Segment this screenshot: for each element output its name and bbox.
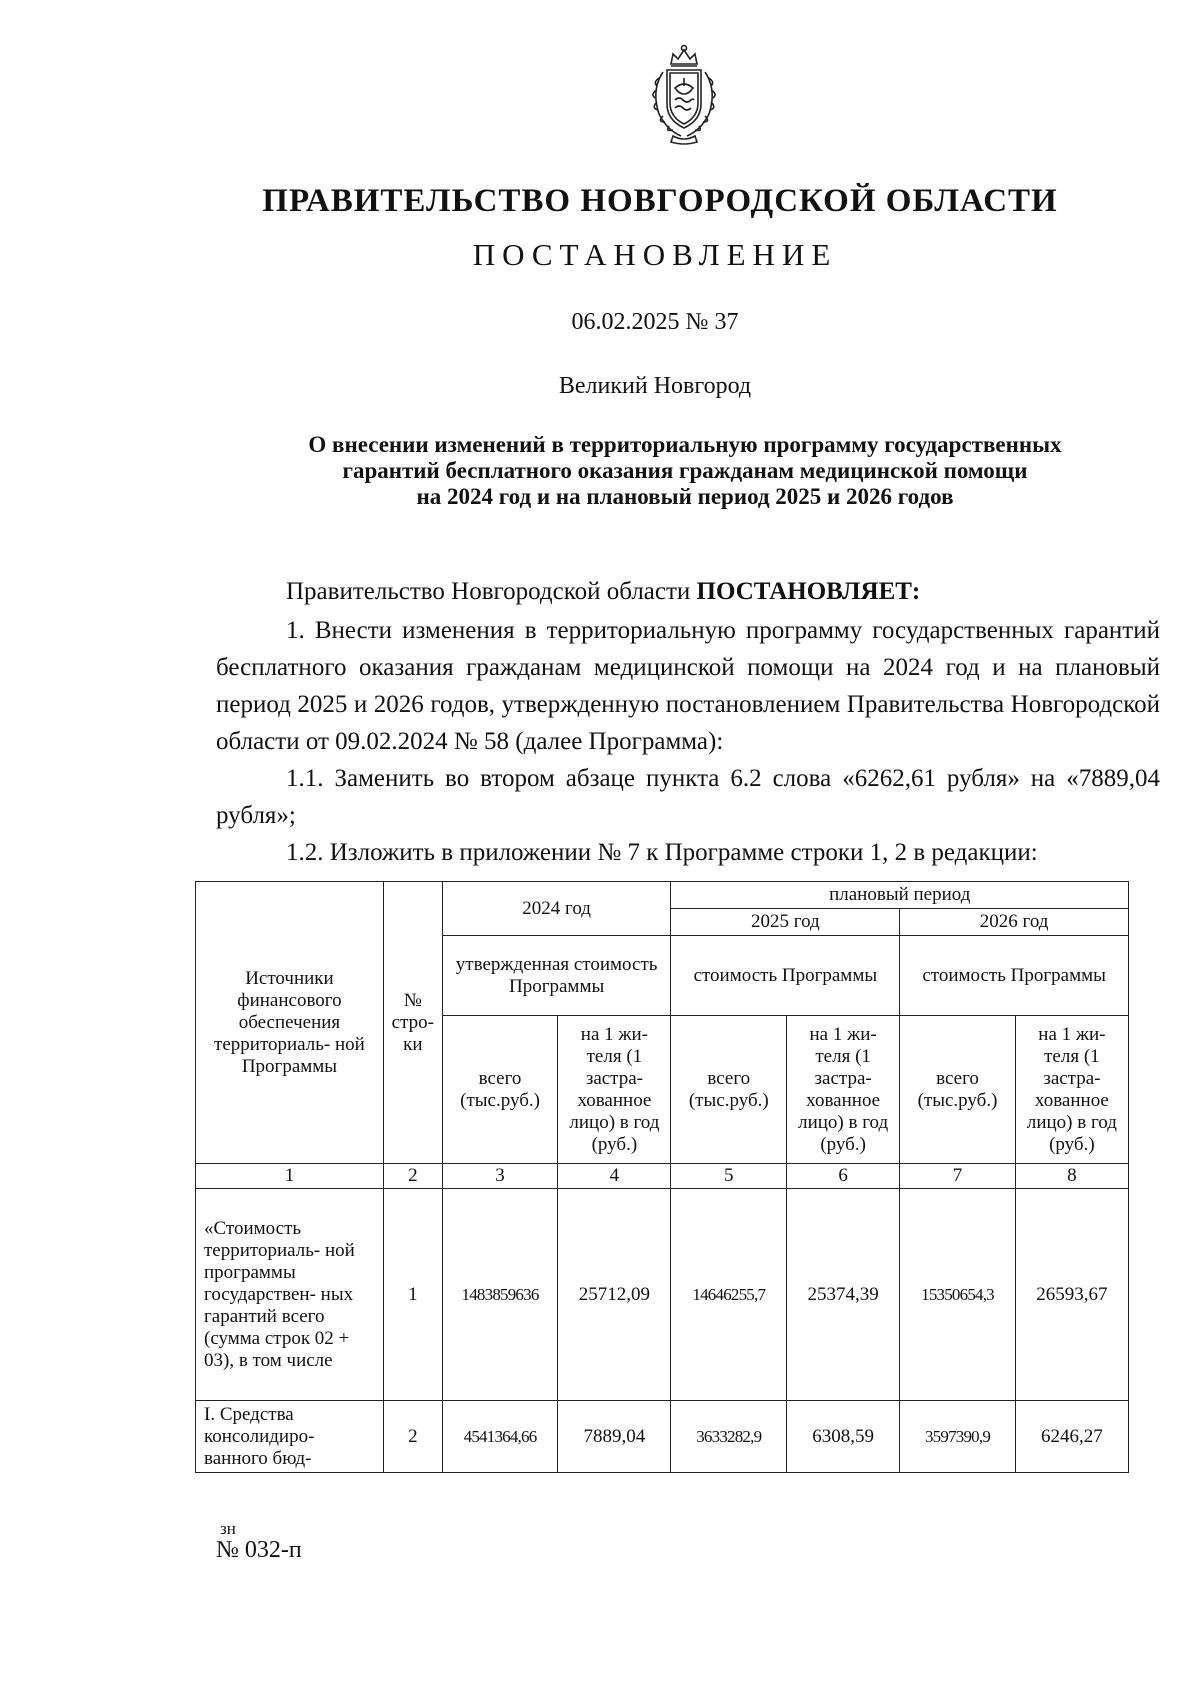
- row-2026-per-capita: 6246,27: [1015, 1401, 1128, 1473]
- column-number: 7: [900, 1164, 1016, 1189]
- subject-line-2: гарантий бесплатного оказания гражданам медицинской помощи: [342, 458, 1028, 483]
- header-total-2025: всего (тыс.руб.): [671, 1016, 787, 1164]
- row-number: 2: [383, 1401, 442, 1473]
- row-2024-per-capita: 25712,09: [558, 1189, 671, 1401]
- coat-of-arms-emblem: [637, 42, 731, 146]
- paragraph-item-1-2: 1.2. Изложить в приложении № 7 к Программе строки 1, 2 в редакции:: [286, 839, 1038, 866]
- subject-line-1: О внесении изменений в территориальную программу государственных: [308, 432, 1062, 457]
- column-numbers-row: [196, 1164, 1129, 1189]
- document-footnote: [216, 1521, 302, 1564]
- decree-lead: [286, 573, 1160, 610]
- footnote-code: зн: [220, 1519, 236, 1538]
- government-title: ПРАВИТЕЛЬСТВО НОВГОРОДСКОЙ ОБЛАСТИ: [262, 183, 1058, 219]
- row-2025-per-capita: 6308,59: [787, 1401, 900, 1473]
- header-year-2026: 2026 год: [900, 909, 1129, 936]
- row-2026-total: 3597390,9: [900, 1401, 1016, 1473]
- decree-lead-bold: ПОСТАНОВЛЯЕТ:: [696, 578, 921, 605]
- row-number: 1: [383, 1189, 442, 1401]
- paragraph-item-1-1: 1.1. Заменить во втором абзаце пункта 6.2 слова «6262,61 рубля» на «7889,04 рубля»;: [216, 765, 1160, 829]
- column-number: 5: [671, 1164, 787, 1189]
- decree-lead-text: Правительство Новгородской области: [286, 578, 697, 605]
- column-number: 6: [787, 1164, 900, 1189]
- document-city: Великий Новгород: [558, 373, 752, 399]
- row-source: «Стоимость территориаль- ной программы государствен- ных гарантий всего (сумма строк 02 + 03), в том числе: [196, 1189, 384, 1401]
- header-approved-cost: утвержденная стоимость Программы: [442, 936, 671, 1016]
- document-code: № 032-п: [216, 1537, 302, 1563]
- row-2025-total: 3633282,9: [671, 1401, 787, 1473]
- column-number: 8: [1015, 1164, 1128, 1189]
- document-date-number: 06.02.2025 № 37: [571, 309, 739, 335]
- row-2025-total: 14646255,7: [671, 1189, 787, 1401]
- row-2024-total: 1483859636: [442, 1189, 558, 1401]
- document-type: ПОСТАНОВЛЕНИЕ: [472, 237, 838, 272]
- row-2026-total: 15350654,3: [900, 1189, 1016, 1401]
- header-planned-period: плановый период: [671, 882, 1129, 909]
- header-per-capita-2026: на 1 жи- теля (1 застра- хованное лицо) в год (руб.): [1015, 1016, 1128, 1164]
- row-2024-total: 4541364,66: [442, 1401, 558, 1473]
- document-body: [216, 573, 1160, 871]
- subject-line-3: на 2024 год и на плановый период 2025 и 2026 годов: [416, 484, 954, 509]
- column-number: 3: [442, 1164, 558, 1189]
- table-row: [196, 1401, 1129, 1473]
- header-per-capita-2024: на 1 жи- теля (1 застра- хованное лицо) в год (руб.): [558, 1016, 671, 1164]
- row-2025-per-capita: 25374,39: [787, 1189, 900, 1401]
- table-row: [196, 1189, 1129, 1401]
- header-cost-2025: стоимость Программы: [671, 936, 900, 1016]
- row-2024-per-capita: 7889,04: [558, 1401, 671, 1473]
- header-total-2026: всего (тыс.руб.): [900, 1016, 1016, 1164]
- column-number: 4: [558, 1164, 671, 1189]
- header-row-no: № стро- ки: [383, 882, 442, 1164]
- document-subject: [205, 432, 1165, 510]
- header-total-2024: всего (тыс.руб.): [442, 1016, 558, 1164]
- header-per-capita-2025: на 1 жи- теля (1 застра- хованное лицо) в год (руб.): [787, 1016, 900, 1164]
- header-year-2025: 2025 год: [671, 909, 900, 936]
- row-2026-per-capita: 26593,67: [1015, 1189, 1128, 1401]
- row-source: I. Средства консолидиро- ванного бюд-: [196, 1401, 384, 1473]
- column-number: 2: [383, 1164, 442, 1189]
- header-cost-2026: стоимость Программы: [900, 936, 1129, 1016]
- column-number: 1: [196, 1164, 384, 1189]
- header-sources: Источники финансового обеспечения территориаль- ной Программы: [196, 882, 384, 1164]
- paragraph-item-1: 1. Внести изменения в территориальную программу государственных гарантий бесплатного оказания гражданам медицинской помощи на 2024 год и на плановый период 2025 и 2026 годов, утвержденную постановлением Правительства Новгородской области от 09.02.2024 № 58 (далее Программа):: [216, 617, 1160, 755]
- header-year-2024: 2024 год: [442, 882, 671, 936]
- budget-table: [195, 881, 1129, 1473]
